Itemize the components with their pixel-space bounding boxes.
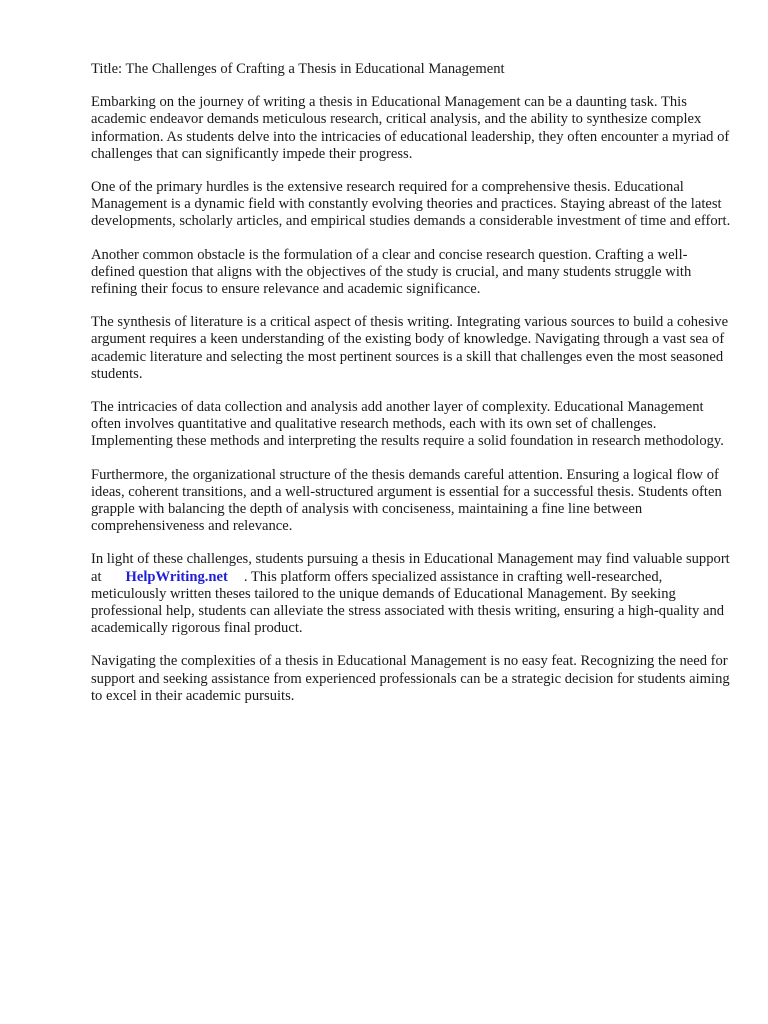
- paragraph-data-analysis: The intricacies of data collection and analysis add another layer of complexity. Educational Management often involves quantitative and qualitative research methods, each with its own set of challenges. Implementing these methods and interpreting the results require a solid foundation in research methodology.: [91, 399, 724, 450]
- paragraph-literature: The synthesis of literature is a critical aspect of thesis writing. Integrating various sources to build a cohesive argument requires a keen understanding of the existing body of knowledge. Navigating through a vast sea of academic literature and selecting the most pertinent sources is a skill that challenges even the most seasoned students.: [91, 314, 729, 382]
- paragraph-intro: Embarking on the journey of writing a thesis in Educational Management can be a daunting task. This academic endeavor demands meticulous research, critical analysis, and the ability to synthesize complex information. As students delve into the intricacies of educational leadership, they often encounter a myriad of challenges that can significantly impede their progress.: [91, 94, 730, 162]
- paragraph-research-question: Another common obstacle is the formulation of a clear and concise research question. Crafting a well-defined question that aligns with the objectives of the study is crucial, and many students struggle with refining their focus to ensure relevance and academic significance.: [91, 246, 692, 298]
- paragraph-research: One of the primary hurdles is the extensive research required for a comprehensive thesis. Educational Management is a dynamic field with constantly evolving theories and practices. Staying abreast of the latest developments, scholarly articles, and empirical studies demands a considerable investment of time and effort.: [91, 179, 731, 230]
- support-text-after-link: . This platform offers specialized assistance in crafting well-researched, meticulously written theses tailored to the unique demands of Educational Management. By seeking professional help, students can alleviate the stress associated with thesis writing, ensuring a high-quality and academically rigorous final product.: [91, 568, 725, 637]
- support-text-before-link: In light of these challenges, students pursuing a thesis in Educational Management may find valuable support at: [91, 551, 730, 585]
- document-page: [91, 61, 731, 721]
- paragraph-structure: Furthermore, the organizational structure of the thesis demands careful attention. Ensuring a logical flow of ideas, coherent transitions, and a well-structured argument is essential for a successful thesis. Students often grapple with balancing the depth of analysis with conciseness, maintaining a fine line between comprehensiveness and relevance.: [91, 466, 722, 535]
- paragraph-support: [91, 551, 731, 637]
- paragraph-closing: Navigating the complexities of a thesis in Educational Management is no easy feat. Recognizing the need for support and seeking assistance from experienced professionals can be a strategic decision for students aiming to excel in their academic pursuits.: [91, 653, 730, 704]
- helpwriting-link[interactable]: HelpWriting.net: [125, 568, 228, 585]
- document-title: Title: The Challenges of Crafting a Thesis in Educational Management: [91, 61, 505, 77]
